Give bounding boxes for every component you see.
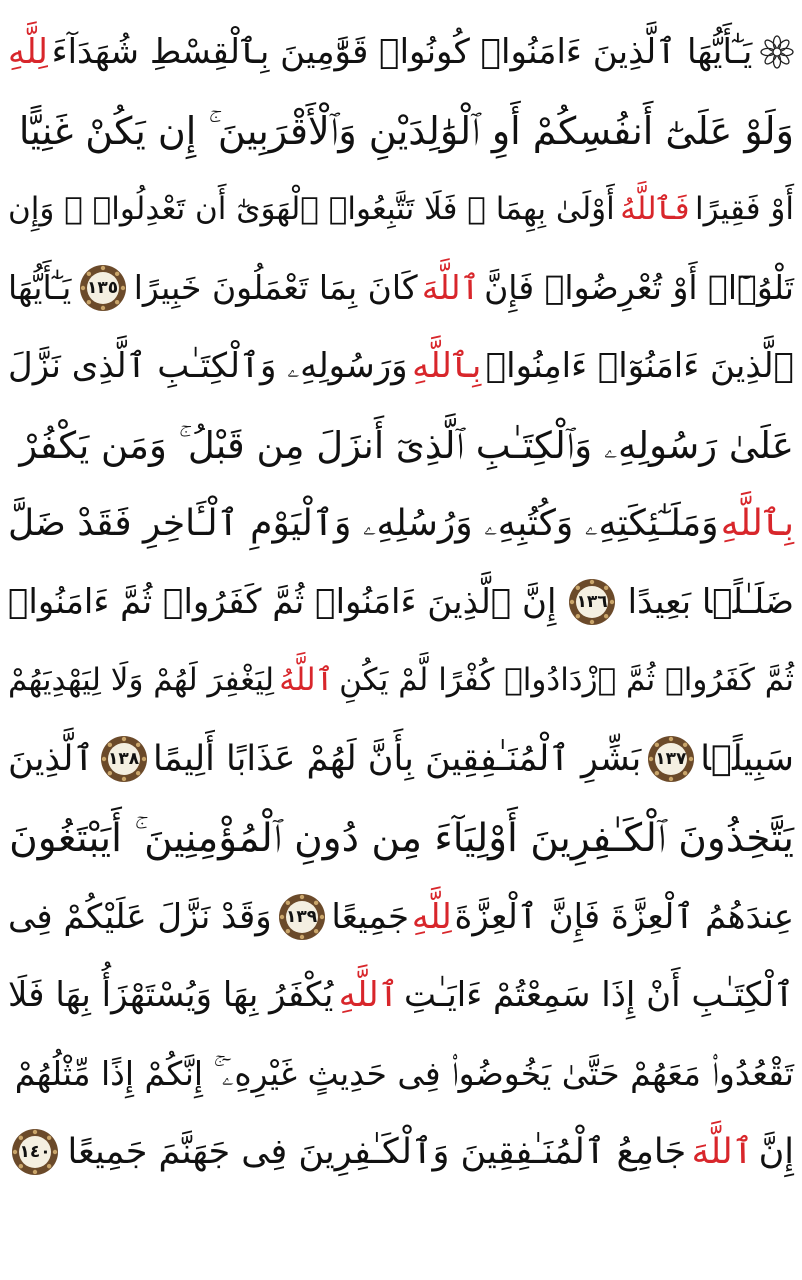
- divine-name-text: لِلَّهِ: [411, 896, 452, 937]
- verse-text: إِنَّ: [758, 1131, 794, 1172]
- verse-text: سَبِيلًۢا: [700, 738, 794, 779]
- verse-line: [8, 723, 794, 795]
- verse-number-marker: [99, 734, 149, 784]
- divine-name-text: ٱللَّهَ: [691, 1131, 754, 1172]
- verse-text: ٱلَّذِينَ: [8, 738, 94, 779]
- divine-name-text: فَٱللَّهُ: [620, 190, 690, 227]
- divine-name-text: ٱللَّهِ: [338, 975, 399, 1016]
- verse-number-marker: [646, 734, 696, 784]
- eight-petal-star-icon: [760, 35, 794, 69]
- verse-line: [8, 1038, 794, 1110]
- verse-text: أَوْ فَقِيرًا: [694, 190, 794, 227]
- verse-number: ١٣٥: [87, 277, 119, 298]
- verse-text: تَلْوُۥٓا۟ أَوْ تُعْرِضُوا۟ فَإِنَّ: [484, 268, 794, 308]
- verse-text: إِنَّ ٱلَّذِينَ ءَامَنُوا۟ ثُمَّ كَفَرُوا۟ ثُمَّ ءَامَنُوا۟: [8, 582, 557, 623]
- verse-text: وَقَدْ نَزَّلَ عَلَيْكُمْ فِى: [8, 896, 272, 937]
- divine-name-text: ٱللَّهُ: [279, 662, 334, 699]
- verse-line: [8, 252, 794, 324]
- verse-text: عِندَهُمُ ٱلْعِزَّةَ فَإِنَّ ٱلْعِزَّةَ: [454, 896, 794, 937]
- verse-text: وَرَسُولِهِۦ وَٱلْكِتَـٰبِ ٱلَّذِى نَزَّلَ: [8, 346, 408, 387]
- verse-line: [8, 488, 794, 560]
- verse-text: جَمِيعًا: [331, 896, 410, 937]
- verse-text: يُكْفَرُ بِهَا وَيُسْتَهْزَأُ بِهَا فَلَا: [8, 975, 334, 1016]
- verse-line: [8, 881, 794, 953]
- verse-number-marker: [277, 892, 327, 942]
- verse-number: ١٣٦: [576, 592, 608, 613]
- divine-name-text: لِلَّهِ: [8, 32, 48, 72]
- verse-line: [8, 1116, 794, 1188]
- divine-name-text: ٱللَّهَ: [421, 268, 480, 308]
- verse-line: [8, 959, 794, 1031]
- verse-line: [8, 16, 794, 88]
- verse-text: يَتَّخِذُونَ ٱلْكَـٰفِرِينَ أَوْلِيَآءَ مِن دُونِ ٱلْمُؤْمِنِينَ ۚ أَيَبْتَغُونَ: [9, 815, 794, 861]
- verse-text: ٱلَّذِينَ ءَامَنُوٓا۟ ءَامِنُوا۟: [485, 346, 794, 387]
- verse-text: تَقْعُدُوا۟ مَعَهُمْ حَتَّىٰ يَخُوضُوا۟ فِى حَدِيثٍ غَيْرِهِۦٓ ۚ إِنَّكُمْ إِذًا مِّثْلُهُمْ: [14, 1054, 794, 1094]
- verse-line: [8, 802, 794, 874]
- verse-text: بَشِّرِ ٱلْمُنَـٰفِقِينَ بِأَنَّ لَهُمْ عَذَابًا أَلِيمًا: [153, 738, 642, 779]
- verse-line: [8, 330, 794, 402]
- verse-text: لِيَغْفِرَ لَهُمْ وَلَا لِيَهْدِيَهُمْ: [8, 662, 275, 699]
- divine-name-text: بِٱللَّهِ: [412, 346, 482, 387]
- verse-text: ضَلَـٰلًۢا بَعِيدًا: [627, 582, 794, 623]
- verse-number: ١٤٠: [19, 1142, 51, 1163]
- verse-text: كَانَ بِمَا تَعْمَلُونَ خَبِيرًا: [133, 268, 418, 308]
- verse-line: [8, 173, 794, 245]
- verse-number-marker: [567, 577, 617, 627]
- verse-text: وَلَوْ عَلَىٰٓ أَنفُسِكُمْ أَوِ ٱلْوَٰلِدَيْنِ وَٱلْأَقْرَبِينَ ۚ إِن يَكُنْ غَنِيًّا: [18, 108, 794, 153]
- verse-text: وَمَلَـٰٓئِكَتِهِۦ وَكُتُبِهِۦ وَرُسُلِهِۦ وَٱلْيَوْمِ ٱلْـَٔاخِرِ فَقَدْ ضَلَّ: [8, 502, 719, 544]
- verse-line: [8, 645, 794, 717]
- verse-line: [8, 566, 794, 638]
- verse-number: ١٣٩: [285, 906, 318, 927]
- verse-text: يَـٰٓأَيُّهَا: [8, 268, 72, 308]
- verse-text: يَـٰٓأَيُّهَا ٱلَّذِينَ ءَامَنُوا۟ كُونُوا۟ قَوَّٰمِينَ بِٱلْقِسْطِ شُهَدَآءَ: [51, 32, 753, 72]
- divine-name-text: بِٱللَّهِ: [720, 502, 794, 544]
- verse-number-marker: [10, 1127, 60, 1177]
- verse-text: ثُمَّ كَفَرُوا۟ ثُمَّ ٱزْدَادُوا۟ كُفْرًا لَّمْ يَكُنِ: [339, 662, 794, 699]
- verse-number-marker: [78, 263, 128, 313]
- verse-number: ١٣٧: [655, 749, 687, 770]
- verse-text: عَلَىٰ رَسُولِهِۦ وَٱلْكِتَـٰبِ ٱلَّذِىٓ أَنزَلَ مِن قَبْلُ ۚ وَمَن يَكْفُرْ: [19, 423, 794, 467]
- verse-text: ٱلْكِتَـٰبِ أَنْ إِذَا سَمِعْتُمْ ءَايَـٰتِ: [403, 975, 794, 1016]
- verse-number: ١٣٨: [107, 749, 140, 770]
- verse-text: أَوْلَىٰ بِهِمَا ۖ فَلَا تَتَّبِعُوا۟ ٱلْهَوَىٰٓ أَن تَعْدِلُوا۟ ۚ وَإِن: [8, 190, 615, 227]
- verse-line: [8, 95, 794, 167]
- verse-text: جَامِعُ ٱلْمُنَـٰفِقِينَ وَٱلْكَـٰفِرِينَ فِى جَهَنَّمَ جَمِيعًا: [67, 1131, 687, 1172]
- verse-line: [8, 409, 794, 481]
